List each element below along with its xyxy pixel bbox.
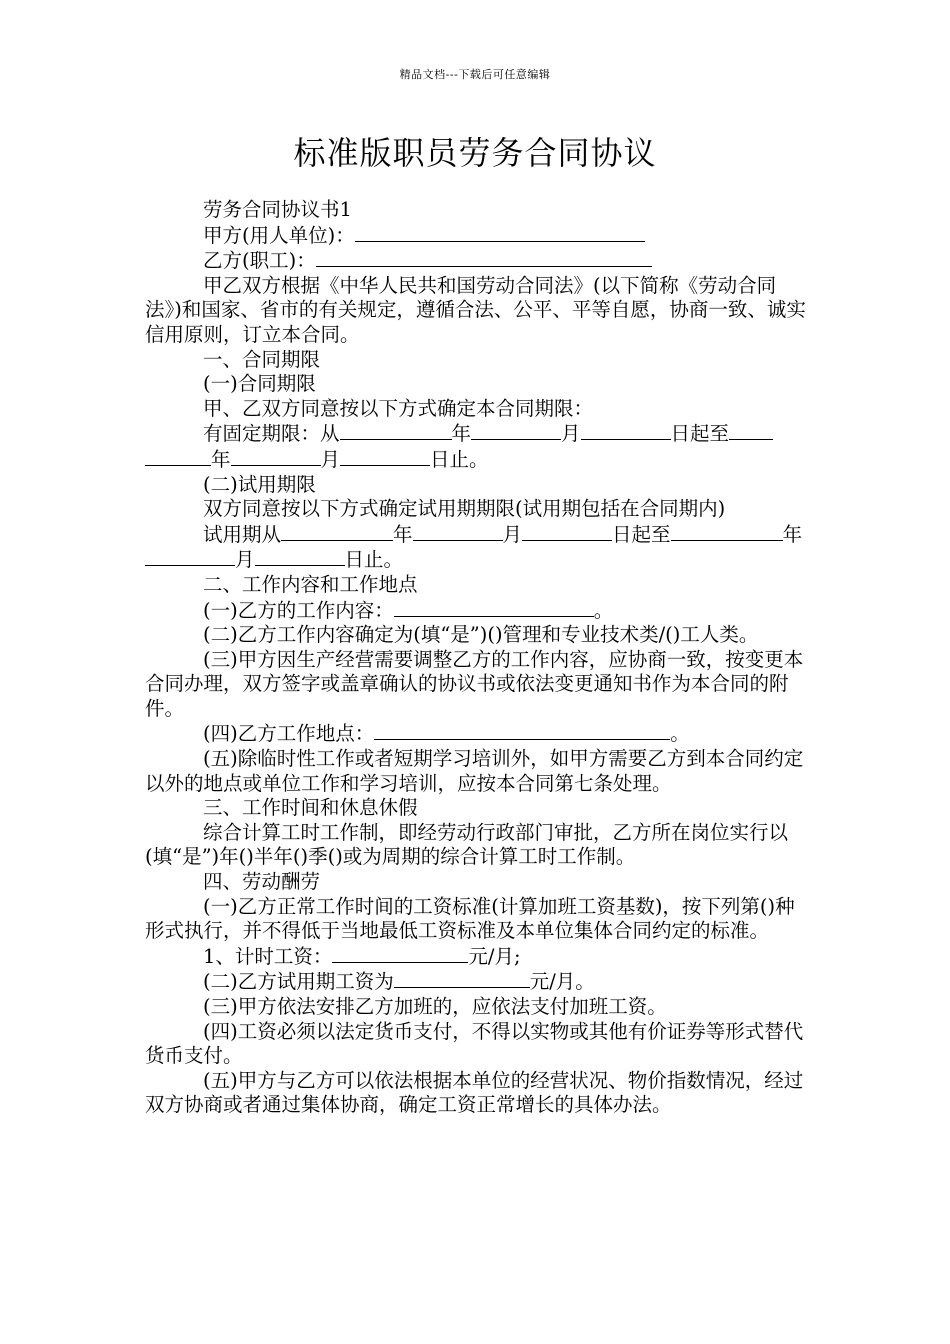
section-1-1-title: (一)合同期限 <box>203 372 316 396</box>
hourly-wage-unit: 元/月; <box>468 944 521 968</box>
section-4-4-text: (四)工资必须以法定货币支付，不得以实物或其他有价证券等形式替代货币支付。 <box>145 1019 804 1068</box>
document-title: 标准版职员劳务合同协议 <box>293 134 657 172</box>
fixed-term-line <box>145 421 810 472</box>
fixed-start-month-blank[interactable] <box>471 421 561 440</box>
section-3-text: 综合计算工时工作制，即经劳动行政部门审批，乙方所在岗位实行以(填“是”)年()半年()季()或为周期的综合计算工时工作制。 <box>145 820 789 869</box>
year-label: 年 <box>451 422 472 446</box>
section-1-1-text: 甲、乙双方同意按以下方式确定本合同期限： <box>203 396 594 420</box>
work-location-blank[interactable] <box>374 721 670 740</box>
page-header: 精品文档---下载后可任意编辑 <box>399 68 551 81</box>
probation-start-month-blank[interactable] <box>413 522 503 541</box>
probation-wage-label: (二)乙方试用期工资为 <box>203 970 394 994</box>
day-from-label: 日起至 <box>612 522 671 546</box>
section-2-1-line <box>145 598 810 624</box>
year-label: 年 <box>211 447 231 471</box>
probation-label: 试用期从 <box>203 522 282 546</box>
fixed-end-year-blank-b[interactable] <box>145 447 211 466</box>
probation-line <box>145 522 810 573</box>
fixed-term-label: 有固定期限：从 <box>203 422 340 446</box>
hourly-wage-label: 1、计时工资： <box>203 944 333 968</box>
party-b-line <box>145 248 810 274</box>
day-from-label: 日起至 <box>670 422 730 446</box>
probation-start-year-blank[interactable] <box>281 522 393 541</box>
probation-end-year-blank[interactable] <box>671 522 783 541</box>
hourly-wage-line <box>145 944 810 970</box>
section-1-2-title: (二)试用期限 <box>203 472 316 496</box>
section-3-title: 三、工作时间和休息休假 <box>203 796 418 820</box>
probation-wage-blank[interactable] <box>394 969 530 988</box>
party-a-line <box>145 223 810 249</box>
party-a-blank[interactable] <box>355 223 645 242</box>
section-4-title: 四、劳动酬劳 <box>203 870 321 894</box>
day-end-label: 日止。 <box>344 548 404 572</box>
month-label: 月 <box>235 548 255 572</box>
section-2-4-line <box>145 721 810 747</box>
section-2-3-text: (三)甲方因生产经营需要调整乙方的工作内容，应协商一致，按变更本合同办理，双方签字或盖章确认的协议书或依法变更通知书作为本合同的附件。 <box>145 647 804 720</box>
party-b-blank[interactable] <box>316 248 652 267</box>
intro-paragraph: 甲乙双方根据《中华人民共和国劳动合同法》(以下简称《劳动合同法》)和国家、省市的有关规定，遵循合法、公平、平等自愿，协商一致、诚实信用原则，订立本合同。 <box>145 273 806 346</box>
probation-end-month-blank[interactable] <box>145 547 235 566</box>
month-label: 月 <box>502 522 523 546</box>
section-4-3-text: (三)甲方依法安排乙方加班的，应依法支付加班工资。 <box>203 995 667 1018</box>
fixed-start-year-blank[interactable] <box>340 421 452 440</box>
work-location-label: (四)乙方工作地点： <box>203 722 375 746</box>
probation-wage-unit: 元/月。 <box>529 970 595 994</box>
probation-end-day-blank[interactable] <box>255 547 345 566</box>
month-label: 月 <box>561 422 581 446</box>
section-4-5-text: (五)甲方与乙方可以依法根据本单位的经营状况、物价指数情况，经过双方协商或者通过集体协商，确定工资正常增长的具体办法。 <box>145 1068 804 1117</box>
year-label: 年 <box>393 522 413 546</box>
work-content-label: (一)乙方的工作内容： <box>203 598 394 622</box>
month-label: 月 <box>320 447 341 471</box>
hourly-wage-blank[interactable] <box>332 944 468 963</box>
year-label: 年 <box>782 522 803 546</box>
section-2-5-text: (五)除临时性工作或者短期学习培训外，如甲方需要乙方到本合同约定以外的地点或单位工作和学习培训，应按本合同第七条处理。 <box>145 747 804 795</box>
period-mark: 。 <box>593 598 614 622</box>
contract-book-heading: 劳务合同协议书1 <box>203 198 352 221</box>
fixed-start-day-blank[interactable] <box>581 421 671 440</box>
section-1-2-text: 双方同意按以下方式确定试用期期限(试用期包括在合同期内) <box>203 497 726 521</box>
party-a-label: 甲方(用人单位)： <box>203 223 355 247</box>
document-body <box>145 198 810 1118</box>
section-2-2-text: (二)乙方工作内容确定为(填“是”)()管理和专业技术类/()工人类。 <box>203 623 759 647</box>
work-content-blank[interactable] <box>394 598 594 617</box>
section-1-title: 一、合同期限 <box>203 347 321 371</box>
fixed-end-day-blank[interactable] <box>340 447 430 466</box>
section-4-1-text: (一)乙方正常工作时间的工资标准(计算加班工资基数)，按下列第()种形式执行，并不得低于当地最低工资标准及本单位集体合同约定的标准。 <box>145 894 795 943</box>
fixed-end-month-blank[interactable] <box>231 447 321 466</box>
probation-wage-line <box>145 969 810 995</box>
probation-start-day-blank[interactable] <box>522 522 612 541</box>
section-2-title: 二、工作内容和工作地点 <box>203 572 418 596</box>
fixed-end-year-blank-a[interactable] <box>729 421 773 440</box>
period-mark: 。 <box>670 722 690 746</box>
party-b-label: 乙方(职工)： <box>203 249 316 273</box>
day-end-label: 日止。 <box>430 447 489 471</box>
